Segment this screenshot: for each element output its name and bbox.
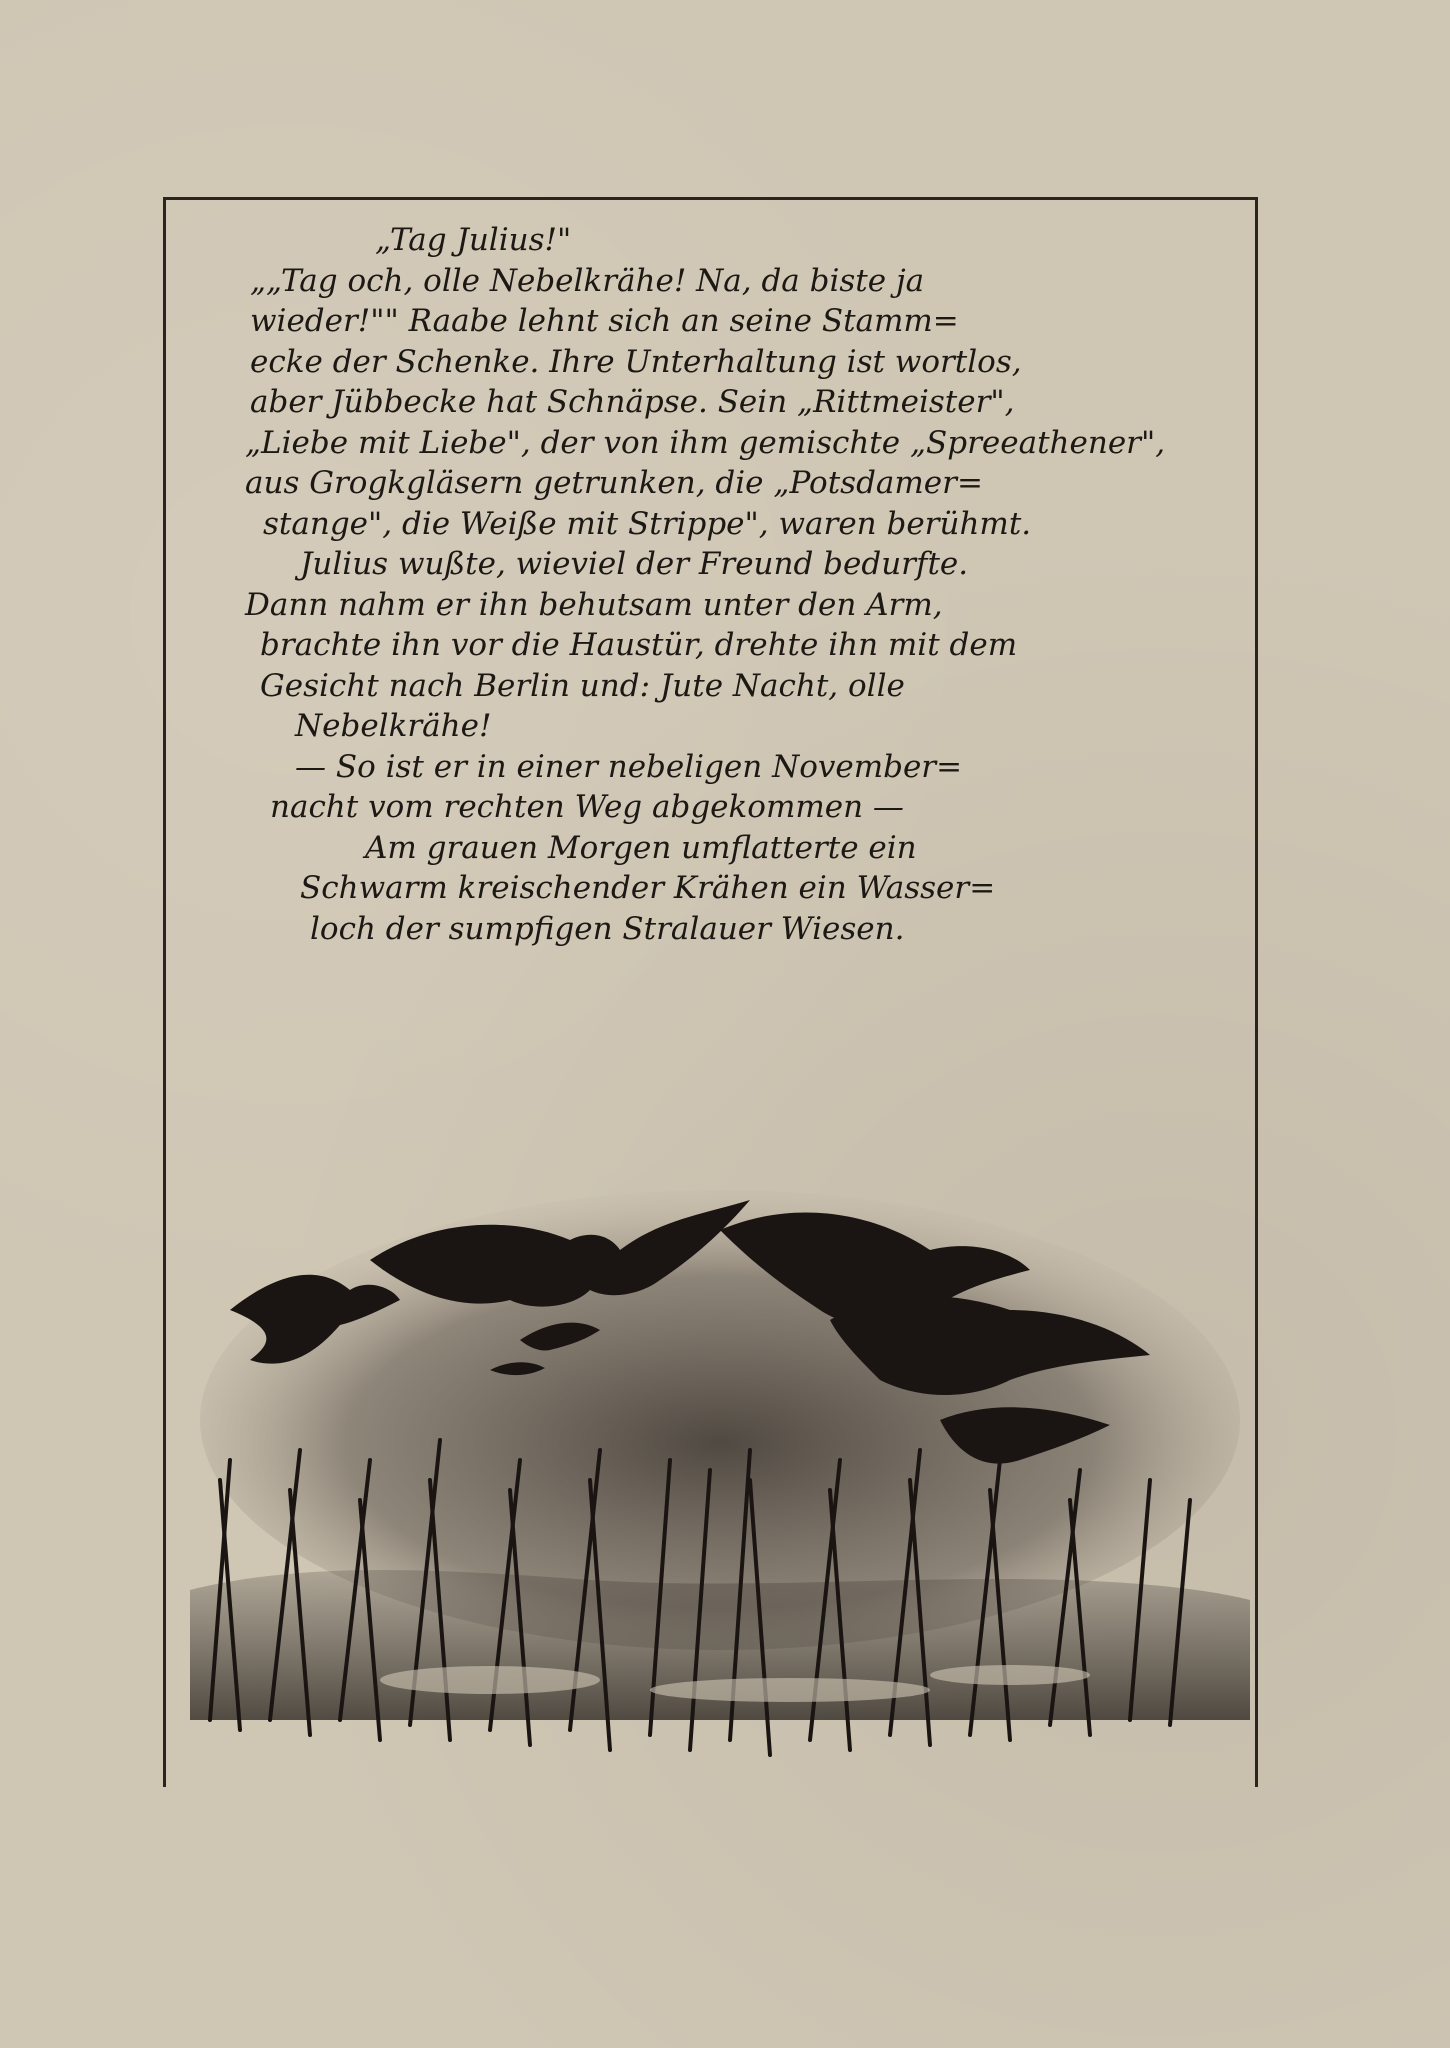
text-line: „Liebe mit Liebe", der von ihm gemischte „Spreeathener",: [245, 424, 1166, 461]
text-line: „„Tag och, olle Nebelkrähe! Na, da biste ja: [250, 262, 925, 299]
text-line: Julius wußte, wieviel der Freund bedurfte.: [300, 546, 969, 582]
text-line: — So ist er in einer nebeligen November=: [295, 748, 963, 785]
text-line: wieder!"" Raabe lehnt sich an seine Stamm=: [250, 303, 959, 339]
text-line: aber Jübbecke hat Schnäpse. Sein „Rittmeister",: [250, 384, 1015, 420]
text-line: nacht vom rechten Weg abgekommen —: [270, 789, 904, 825]
water-patch: [650, 1678, 930, 1702]
text-line: stange", die Weiße mit Strippe", waren berühmt.: [263, 505, 1032, 542]
text-line: Am grauen Morgen umflatterte ein: [365, 829, 917, 866]
text-line: „Tag Julius!": [375, 222, 572, 258]
water-patch: [930, 1665, 1090, 1685]
text-line: Nebelkrähe!: [295, 708, 492, 744]
text-line: aus Grogkgläsern getrunken, die „Potsdamer=: [245, 465, 983, 501]
crows-illustration: [190, 1160, 1250, 1780]
handwritten-text: [245, 220, 1235, 949]
crows-drawing: [190, 1160, 1250, 1780]
text-line: Dann nahm er ihn behutsam unter den Arm,: [245, 586, 943, 623]
text-line: ecke der Schenke. Ihre Unterhaltung ist wortlos,: [250, 343, 1022, 380]
text-line: loch der sumpfigen Stralauer Wiesen.: [310, 910, 905, 947]
water-patch: [380, 1666, 600, 1694]
text-line: Gesicht nach Berlin und: Jute Nacht, olle: [260, 667, 905, 704]
text-line: Schwarm kreischender Krähen ein Wasser=: [300, 870, 996, 906]
text-line: brachte ihn vor die Haustür, drehte ihn mit dem: [260, 627, 1018, 663]
